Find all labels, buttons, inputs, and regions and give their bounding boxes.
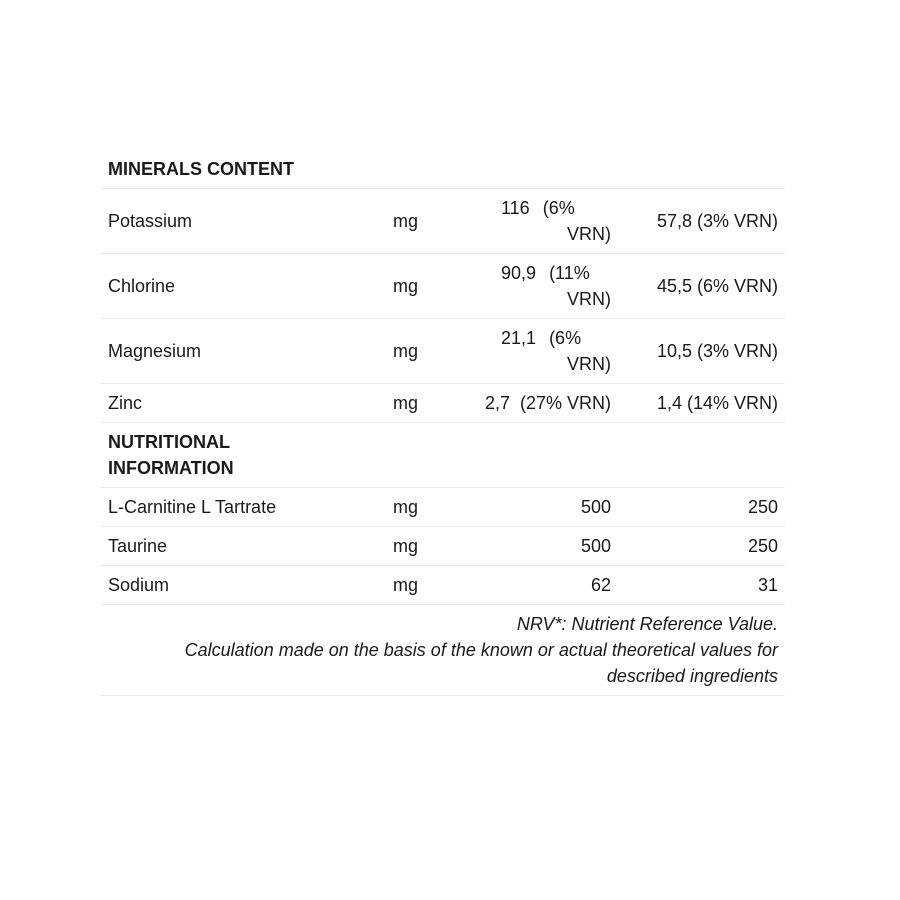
value-amount: 21,1 — [501, 328, 537, 348]
nutrient-name: L-Carnitine L Tartrate — [101, 488, 386, 527]
nutrient-value-primary: 500 — [450, 488, 618, 527]
table-row — [101, 384, 785, 423]
value-percent: (6% — [542, 198, 575, 218]
nutrient-name: Zinc — [101, 384, 386, 423]
nutrient-unit: mg — [386, 189, 450, 254]
nutrient-value-secondary: 250 — [618, 527, 785, 566]
footnote-row — [101, 605, 785, 696]
nutrient-unit: mg — [386, 254, 450, 319]
value-tail: VRN) — [567, 224, 611, 244]
value-tail: VRN) — [567, 289, 611, 309]
value-percent: (11% — [549, 263, 590, 283]
nutrient-name: Chlorine — [101, 254, 386, 319]
nutrient-name: Taurine — [101, 527, 386, 566]
nutrient-value-secondary: 57,8 (3% VRN) — [618, 189, 785, 254]
minerals-section-header — [101, 150, 785, 189]
nutritional-title-line2: INFORMATION — [108, 458, 234, 478]
nutrient-value-primary — [450, 254, 618, 319]
table-row — [101, 189, 785, 254]
nutrient-value-primary — [450, 189, 618, 254]
footnote-line-1: NRV*: Nutrient Reference Value. — [516, 614, 778, 634]
minerals-title: MINERALS CONTENT — [101, 150, 785, 189]
nutrient-value-secondary: 10,5 (3% VRN) — [618, 319, 785, 384]
nutritional-title-line1: NUTRITIONAL — [108, 432, 230, 452]
nutrient-name: Sodium — [101, 566, 386, 605]
value-amount: 90,9 — [501, 263, 537, 283]
table-row — [101, 488, 785, 527]
nutritional-title — [101, 423, 785, 488]
nutrient-value-secondary: 1,4 (14% VRN) — [618, 384, 785, 423]
nutrient-unit: mg — [386, 527, 450, 566]
nutrient-unit: mg — [386, 319, 450, 384]
nutritional-section-header — [101, 423, 785, 488]
value-tail: VRN) — [567, 354, 611, 374]
nutrient-value-secondary: 31 — [618, 566, 785, 605]
nutrient-unit: mg — [386, 566, 450, 605]
table-row — [101, 254, 785, 319]
table-row — [101, 566, 785, 605]
nutrient-value-primary — [450, 319, 618, 384]
nutrient-value-primary: 2,7 (27% VRN) — [450, 384, 618, 423]
footnote — [101, 605, 785, 696]
nutrient-value-secondary: 45,5 (6% VRN) — [618, 254, 785, 319]
nutrient-unit: mg — [386, 384, 450, 423]
table-row — [101, 319, 785, 384]
nutrient-value-primary: 500 — [450, 527, 618, 566]
nutrition-table — [101, 150, 785, 696]
nutrient-value-primary: 62 — [450, 566, 618, 605]
nutrient-unit: mg — [386, 488, 450, 527]
footnote-line-2: Calculation made on the basis of the known or actual theoretical values for — [184, 640, 778, 660]
nutrient-value-secondary: 250 — [618, 488, 785, 527]
table-row — [101, 527, 785, 566]
nutrient-name: Magnesium — [101, 319, 386, 384]
nutrient-name: Potassium — [101, 189, 386, 254]
value-amount: 116 — [501, 198, 530, 218]
value-percent: (6% — [549, 328, 582, 348]
footnote-line-3: described ingredients — [606, 666, 778, 686]
